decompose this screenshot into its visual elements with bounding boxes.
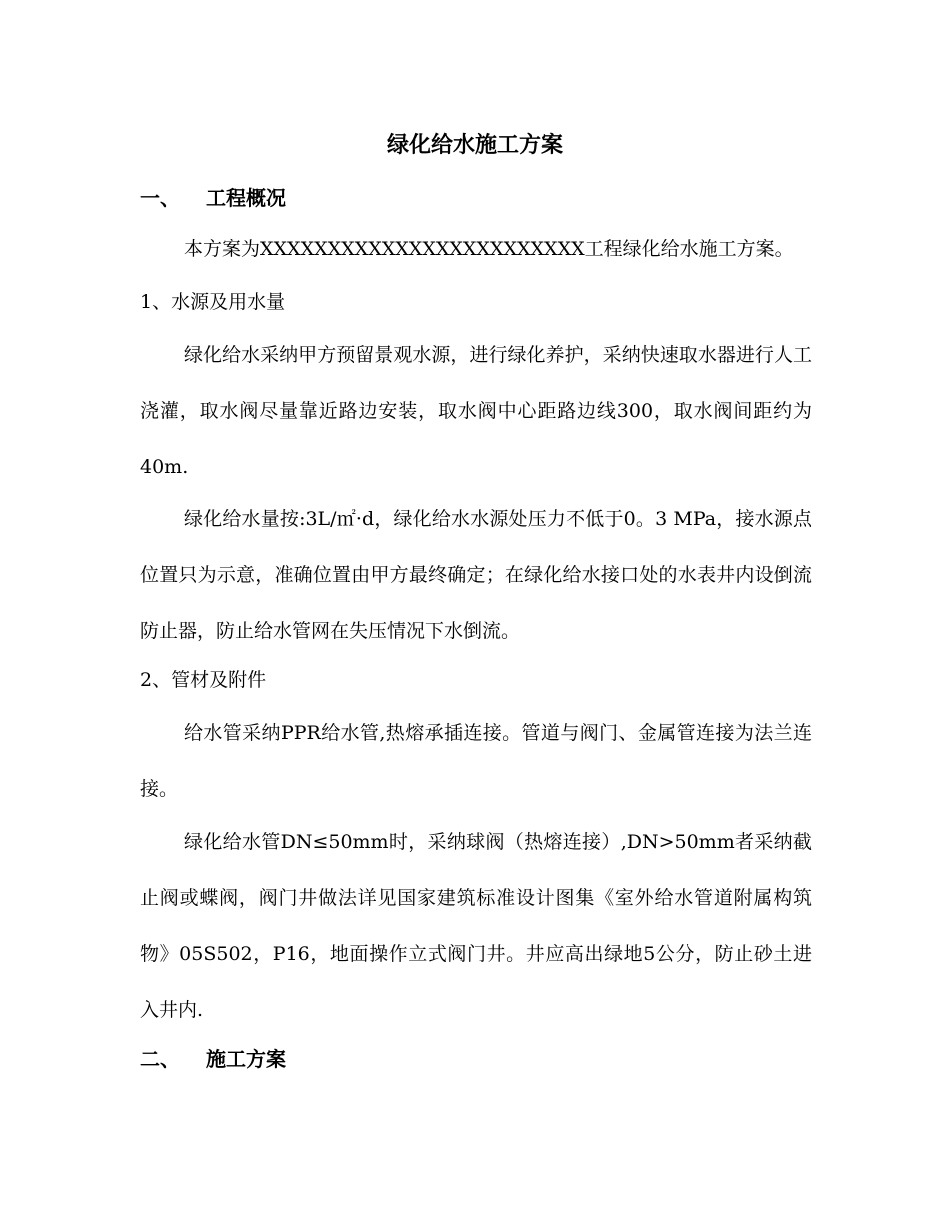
section-title: 工程概况 (206, 186, 286, 210)
section-title: 施工方案 (206, 1047, 286, 1071)
section-heading-construction (140, 1043, 286, 1075)
pipe-material-paragraph: 给水管采纳PPR给水管,热熔承插连接。管道与阀门、金属管连接为法兰连接。 (140, 722, 812, 800)
valve-paragraph: 绿化给水管DN≤50mm时，采纳球阀（热熔连接）,DN>50mm者采纳截止阀或蝶阀，阀门井做法详见国家建筑标准设计图集《室外给水管道附属构筑物》05S502，P16，地面操作立式阀门井。井应高出绿地5公分，防止砂土进入井内. (140, 831, 812, 1021)
water-source-paragraph: 绿化给水采纳甲方预留景观水源，进行绿化养护，采纳快速取水器进行人工浇灌，取水阀尽量靠近路边安装，取水阀中心距路边线300，取水阀间距约为40m. (140, 344, 812, 478)
document-title: 绿化给水施工方案 (386, 132, 563, 158)
section-heading-overview (140, 182, 286, 214)
water-amount-paragraph: 绿化给水量按:3L/㎡·d，绿化给水水源处压力不低于0。3 MPa，接水源点位置只为示意，准确位置由甲方最终确定；在绿化给水接口处的水表井内设倒流防止器，防止给水管网在失压情况下水倒流。 (140, 508, 812, 642)
section-number: 一、 (140, 186, 180, 210)
subsection-heading-water-source: 1、水源及用水量 (140, 291, 286, 313)
intro-paragraph: 本方案为XXXXXXXXXXXXXXXXXXXXXXXX工程绿化给水施工方案。 (184, 238, 794, 260)
section-number: 二、 (140, 1047, 180, 1071)
subsection-heading-pipes: 2、管材及附件 (140, 669, 267, 691)
